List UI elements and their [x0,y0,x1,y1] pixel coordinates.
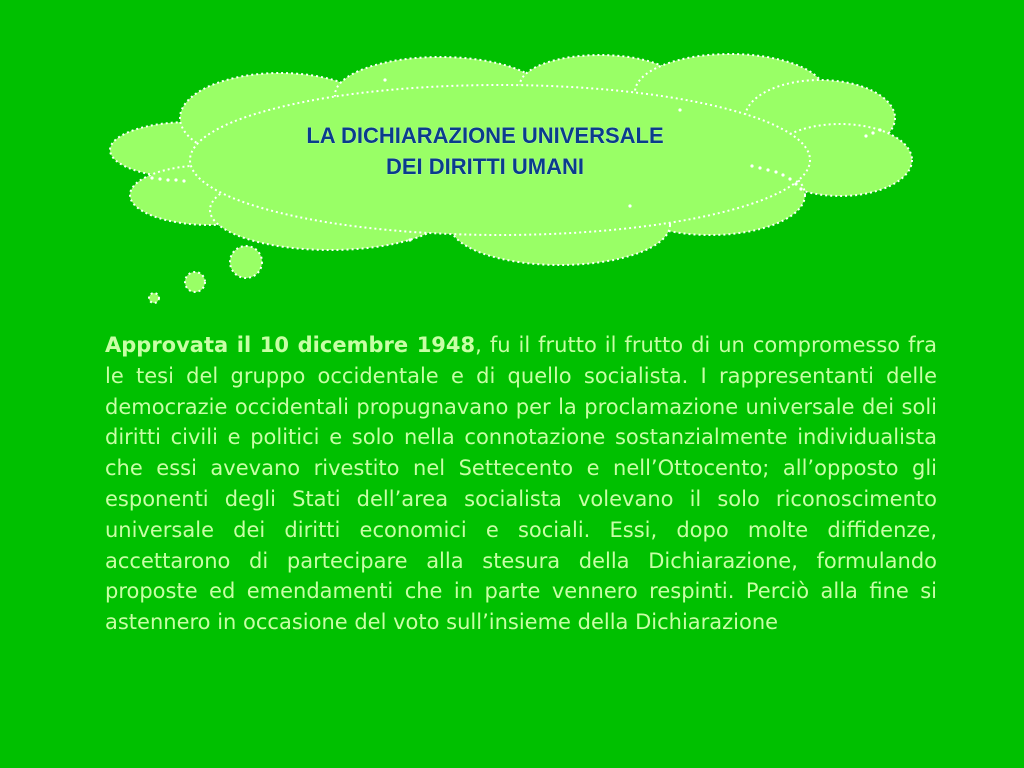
slide-title [200,120,770,182]
paragraph-rest: , fu il frutto il frutto di un compromesso fra le tesi del gruppo occidentale e di quello socialista. I rappresentanti delle democrazie occidentali propugnavano per la proclamazione universale dei soli diritti civili e politici e solo nella connotazione sostanzialmente individualista che essi avevano rivestito nel Settecento e nell’Ottocento; all’opposto gli esponenti degli Stati dell’area socialista volevano il solo riconoscimento universale dei diritti economici e sociali. Essi, dopo molte diffidenze, accettarono di partecipare alla stesura della Dichiarazione, formulando proposte ed emendamenti che in parte vennero respinti. Perciò alla fine si astennero in occasione del voto sull’insieme della Dichiarazione [105,333,937,635]
title-line-2: DEI DIRITTI UMANI [386,154,584,179]
title-line-1: LA DICHIARAZIONE UNIVERSALE [306,123,664,148]
body-paragraph [105,330,937,638]
paragraph-lead: Approvata il 10 dicembre 1948 [105,333,476,357]
